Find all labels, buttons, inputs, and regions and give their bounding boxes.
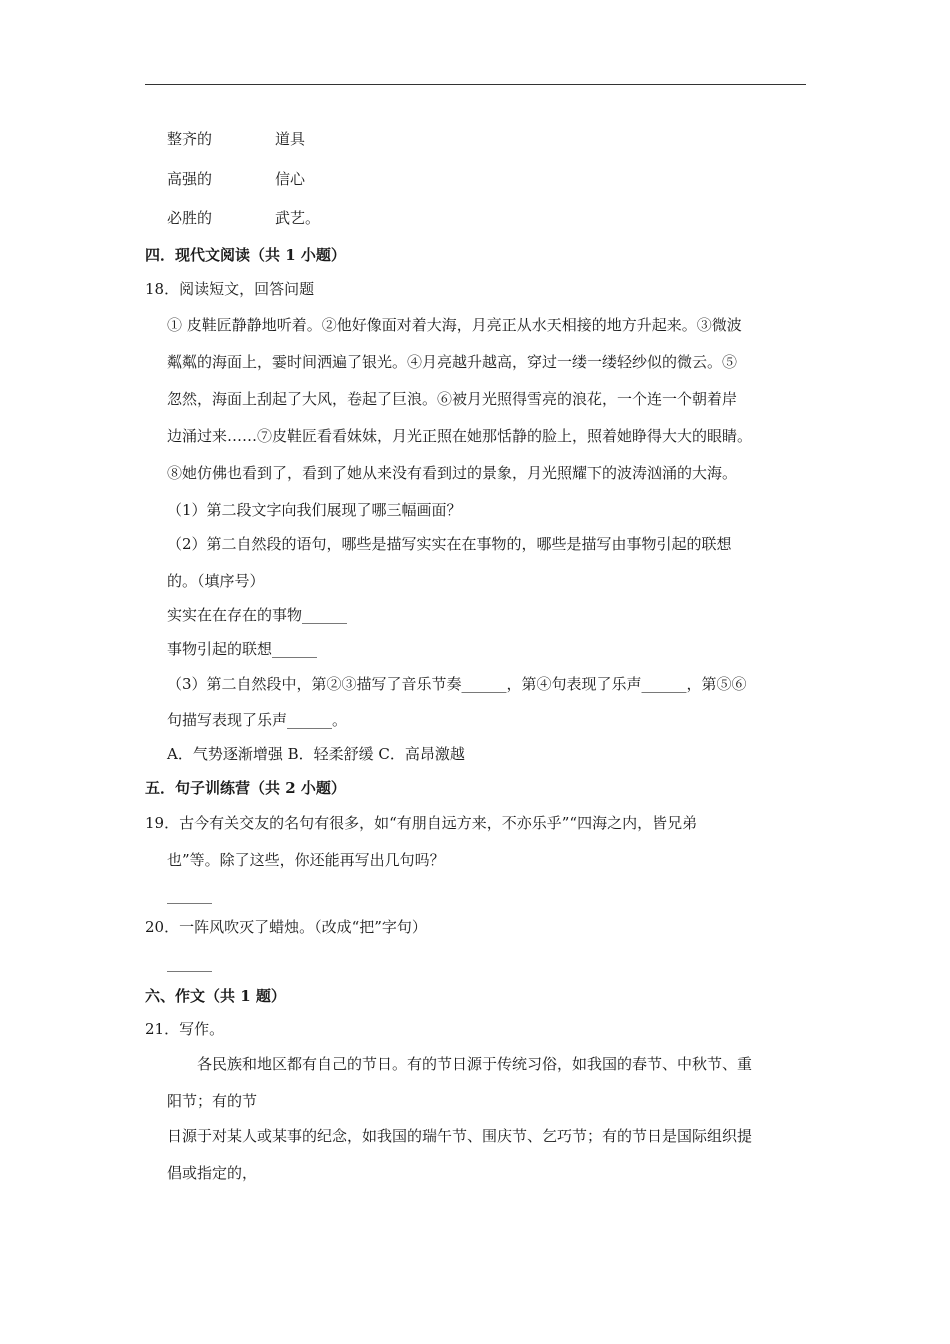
match-right-2: 信心 [275,170,306,188]
essay-prompt-line: 倡或指定的， [167,1164,258,1182]
sub-question-1: （1）第二段文字向我们展现了哪三幅画面？ [167,501,462,519]
answer-blank-real[interactable]: 实实在在存在的事物______ [167,606,348,624]
sub-question-2: （2）第二自然段的语句，哪些是描写实实在在事物的，哪些是描写由事物引起的联想 [167,535,732,553]
passage-line: 粼粼的海面上，霎时间洒遍了银光。④月亮越升越高，穿过一缕一缕轻纱似的微云。⑤ [167,353,738,371]
match-left-2: 高强的 [167,170,213,188]
options-line: A．气势逐渐增强 B．轻柔舒缓 C．高昂激越 [167,745,465,763]
match-left-1: 整齐的 [167,130,213,148]
essay-prompt-line: 阳节；有的节 [167,1092,258,1110]
passage-line: 边涌过来……⑦皮鞋匠看看妹妹，月光正照在她那恬静的脸上，照着她睁得大大的眼睛。 [167,427,753,445]
passage-line: 忽然，海面上刮起了大风，卷起了巨浪。⑥被月光照得雪亮的浪花，一个连一个朝着岸 [167,390,738,408]
question-21: 21．写作。 [145,1020,225,1038]
match-right-1: 道具 [275,130,306,148]
essay-prompt-line: 日源于对某人或某事的纪念，如我国的瑞午节、围庆节、乞巧节；有的节日是国际组织提 [167,1127,753,1145]
section-heading-4: 四．现代文阅读（共 1 小题） [145,246,346,264]
sub-question-3-cont: 句描写表现了乐声______。 [167,711,348,729]
question-19-cont: 也”等。除了这些，你还能再写出几句吗？ [167,851,445,869]
match-right-3: 武艺。 [275,209,321,227]
match-left-3: 必胜的 [167,209,213,227]
answer-blank-20[interactable]: ______ [167,954,212,972]
section-heading-6: 六、作文（共 1 题） [145,987,286,1005]
passage-line: ① 皮鞋匠静静地听着。②他好像面对着大海，月亮正从水天相接的地方升起来。③微波 [167,316,742,334]
question-19: 19．古今有关交友的名句有很多，如“有朋自远方来，不亦乐乎”“四海之内，皆兄弟 [145,814,698,832]
passage-line: ⑧她仿佛也看到了，看到了她从来没有看到过的景象，月光照耀下的波涛汹涌的大海。 [167,464,738,482]
answer-blank-19[interactable]: ______ [167,886,212,904]
question-20: 20．一阵风吹灭了蜡烛。（改成“把”字句） [145,918,427,936]
section-heading-5: 五．句子训练营（共 2 小题） [145,779,346,797]
sub-question-3: （3）第二自然段中，第②③描写了音乐节奏______，第④句表现了乐声______，第⑤⑥ [167,675,747,693]
essay-prompt-line: 各民族和地区都有自己的节日。有的节日源于传统习俗，如我国的春节、中秋节、重 [197,1055,753,1073]
header-rule [145,84,806,85]
sub-question-2-cont: 的。（填序号） [167,572,265,590]
question-18-stem: 18．阅读短文，回答问题 [145,280,315,298]
answer-blank-assoc[interactable]: 事物引起的联想______ [167,640,318,658]
